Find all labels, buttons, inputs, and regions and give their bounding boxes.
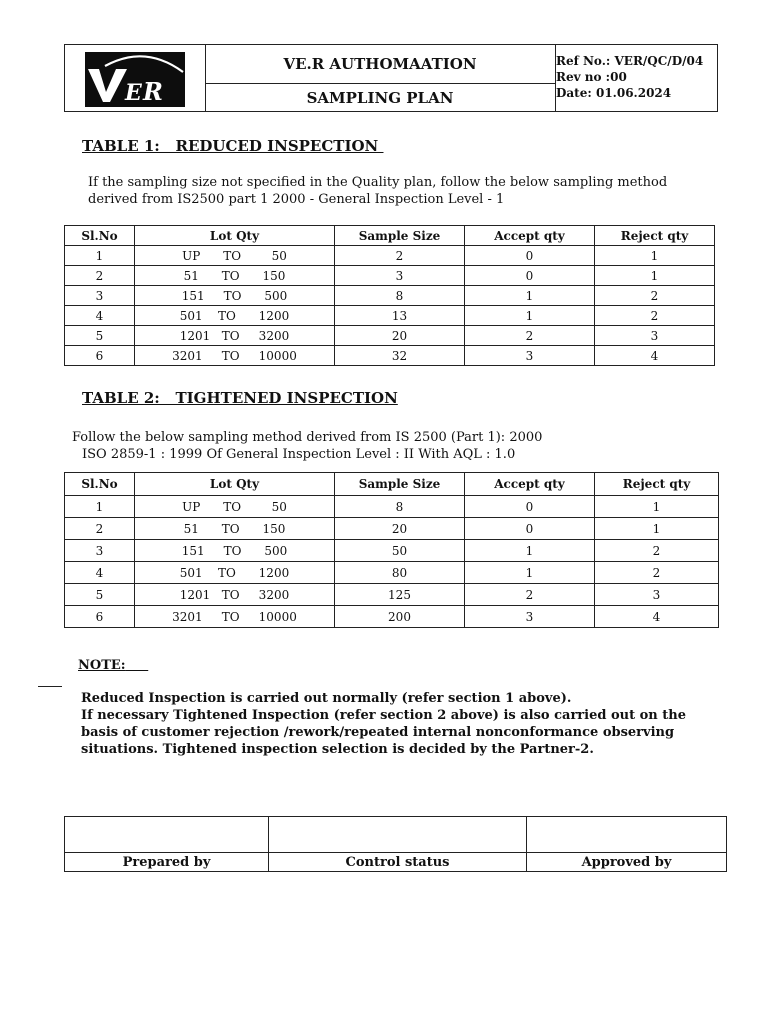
cell-lot-qty: 3201 TO 10000: [135, 346, 335, 366]
cell-sample-size: 80: [335, 562, 465, 584]
cell-sl-no: 4: [65, 306, 135, 326]
cell-sl-no: 1: [65, 246, 135, 266]
cell-lot-qty: UP TO 50: [135, 246, 335, 266]
header-accept-qty: Accept qty: [465, 473, 595, 496]
prepared-by-label: Prepared by: [65, 853, 269, 872]
revision-number: Rev no :00: [556, 70, 627, 84]
signature-space-row: [65, 817, 727, 853]
cell-accept-qty: 0: [465, 266, 595, 286]
cell-accept-qty: 1: [465, 286, 595, 306]
svg-text:R: R: [143, 77, 163, 106]
header-sample-size: Sample Size: [335, 473, 465, 496]
cell-sample-size: 200: [335, 606, 465, 628]
table1-title: TABLE 1: REDUCED INSPECTION: [82, 137, 384, 155]
cell-accept-qty: 0: [465, 496, 595, 518]
table-row: [65, 584, 719, 606]
table-row: [65, 266, 715, 286]
cell-reject-qty: 4: [595, 606, 719, 628]
cell-sample-size: 32: [335, 346, 465, 366]
cell-reject-qty: 3: [595, 584, 719, 606]
table-row: [65, 306, 715, 326]
cell-reject-qty: 3: [595, 326, 715, 346]
cell-sl-no: 2: [65, 518, 135, 540]
cell-accept-qty: 1: [465, 540, 595, 562]
cell-sample-size: 20: [335, 518, 465, 540]
note-line: situations. Tightened inspection selection is decided by the Partner-2.: [81, 742, 594, 757]
note-title: [78, 658, 148, 673]
cell-reject-qty: 1: [595, 246, 715, 266]
header-lot-qty: Lot Qty: [135, 226, 335, 246]
logo-cell: [65, 45, 206, 111]
cell-sl-no: 5: [65, 584, 135, 606]
table-row: [65, 326, 715, 346]
cell-lot-qty: 51 TO 150: [135, 518, 335, 540]
header-accept-qty: Accept qty: [465, 226, 595, 246]
signature-label-row: [65, 853, 727, 872]
header-reject-qty: Reject qty: [595, 226, 715, 246]
table1-intro-line1: If the sampling size not specified in the Quality plan, follow the below sampling method: [88, 175, 668, 190]
table2-intro-line1: Follow the below sampling method derived from IS 2500 (Part 1): 2000: [72, 430, 543, 445]
tightened-inspection-table: [64, 472, 719, 628]
cell-reject-qty: 1: [595, 496, 719, 518]
cell-sample-size: 8: [335, 496, 465, 518]
cell-sl-no: 6: [65, 606, 135, 628]
cell-reject-qty: 2: [595, 286, 715, 306]
cell-lot-qty: 501 TO 1200: [135, 306, 335, 326]
cell-sl-no: 6: [65, 346, 135, 366]
cell-sample-size: 13: [335, 306, 465, 326]
cell-accept-qty: 3: [465, 346, 595, 366]
table-header-row: [65, 226, 715, 246]
table-row: [65, 562, 719, 584]
cell-accept-qty: 3: [465, 606, 595, 628]
note-body: [81, 690, 686, 758]
table-row: [65, 606, 719, 628]
reference-block: [556, 53, 703, 101]
header-sl-no: Sl.No: [65, 473, 135, 496]
title-cell: [205, 45, 556, 111]
cell-reject-qty: 1: [595, 518, 719, 540]
cell-accept-qty: 0: [465, 518, 595, 540]
cell-reject-qty: 2: [595, 306, 715, 326]
cell-sl-no: 4: [65, 562, 135, 584]
cell-accept-qty: 0: [465, 246, 595, 266]
cell-sample-size: 8: [335, 286, 465, 306]
cell-sample-size: 125: [335, 584, 465, 606]
approved-by-signature-space: [527, 817, 727, 853]
cell-reject-qty: 2: [595, 562, 719, 584]
svg-text:E: E: [125, 80, 142, 106]
header-sample-size: Sample Size: [335, 226, 465, 246]
document-date: Date: 01.06.2024: [556, 86, 672, 100]
header-reject-qty: Reject qty: [595, 473, 719, 496]
cell-lot-qty: 51 TO 150: [135, 266, 335, 286]
document-title: SAMPLING PLAN: [306, 88, 454, 107]
header-sl-no: Sl.No: [65, 226, 135, 246]
note-line: basis of customer rejection /rework/repeated internal nonconformance observing: [81, 725, 675, 740]
cell-accept-qty: 2: [465, 326, 595, 346]
company-name: VE.R AUTHOMAATION: [205, 45, 555, 84]
cell-sample-size: 3: [335, 266, 465, 286]
ver-logo-graphic: [85, 52, 185, 107]
table2-title: TABLE 2: TIGHTENED INSPECTION: [82, 389, 398, 407]
table2-intro-line2: ISO 2859-1 : 1999 Of General Inspection Level : II With AQL : 1.0: [82, 447, 516, 462]
header-lot-qty: Lot Qty: [135, 473, 335, 496]
table-row: [65, 496, 719, 518]
note-rule: [38, 686, 62, 687]
cell-sl-no: 1: [65, 496, 135, 518]
company-logo: [85, 52, 185, 107]
cell-reject-qty: 1: [595, 266, 715, 286]
note-line: Reduced Inspection is carried out normally (refer section 1 above).: [81, 691, 572, 706]
cell-reject-qty: 4: [595, 346, 715, 366]
cell-sl-no: 3: [65, 540, 135, 562]
table-row: [65, 518, 719, 540]
cell-lot-qty: 1201 TO 3200: [135, 326, 335, 346]
signature-table: [64, 816, 727, 872]
cell-lot-qty: 151 TO 500: [135, 286, 335, 306]
cell-sl-no: 3: [65, 286, 135, 306]
prepared-by-signature-space: [65, 817, 269, 853]
cell-lot-qty: 3201 TO 10000: [135, 606, 335, 628]
cell-lot-qty: 501 TO 1200: [135, 562, 335, 584]
cell-accept-qty: 1: [465, 306, 595, 326]
cell-accept-qty: 2: [465, 584, 595, 606]
table-row: [65, 346, 715, 366]
control-status-space: [269, 817, 527, 853]
cell-lot-qty: 1201 TO 3200: [135, 584, 335, 606]
cell-reject-qty: 2: [595, 540, 719, 562]
note-title-underline-pad: [126, 658, 149, 673]
cell-sample-size: 20: [335, 326, 465, 346]
table-row: [65, 540, 719, 562]
cell-accept-qty: 1: [465, 562, 595, 584]
table-row: [65, 246, 715, 266]
cell-sample-size: 50: [335, 540, 465, 562]
control-status-label: Control status: [269, 853, 527, 872]
table1-intro-line2: derived from IS2500 part 1 2000 - General Inspection Level - 1: [88, 192, 505, 207]
note-title-text: NOTE:: [78, 658, 126, 673]
cell-sl-no: 2: [65, 266, 135, 286]
cell-sl-no: 5: [65, 326, 135, 346]
table-row: [65, 286, 715, 306]
approved-by-label: Approved by: [527, 853, 727, 872]
cell-sample-size: 2: [335, 246, 465, 266]
ref-number: Ref No.: VER/QC/D/04: [556, 54, 704, 68]
table-header-row: [65, 473, 719, 496]
cell-lot-qty: UP TO 50: [135, 496, 335, 518]
cell-lot-qty: 151 TO 500: [135, 540, 335, 562]
note-line: If necessary Tightened Inspection (refer section 2 above) is also carried out on the: [81, 708, 687, 723]
reduced-inspection-table: [64, 225, 715, 366]
document-header: [64, 44, 718, 112]
